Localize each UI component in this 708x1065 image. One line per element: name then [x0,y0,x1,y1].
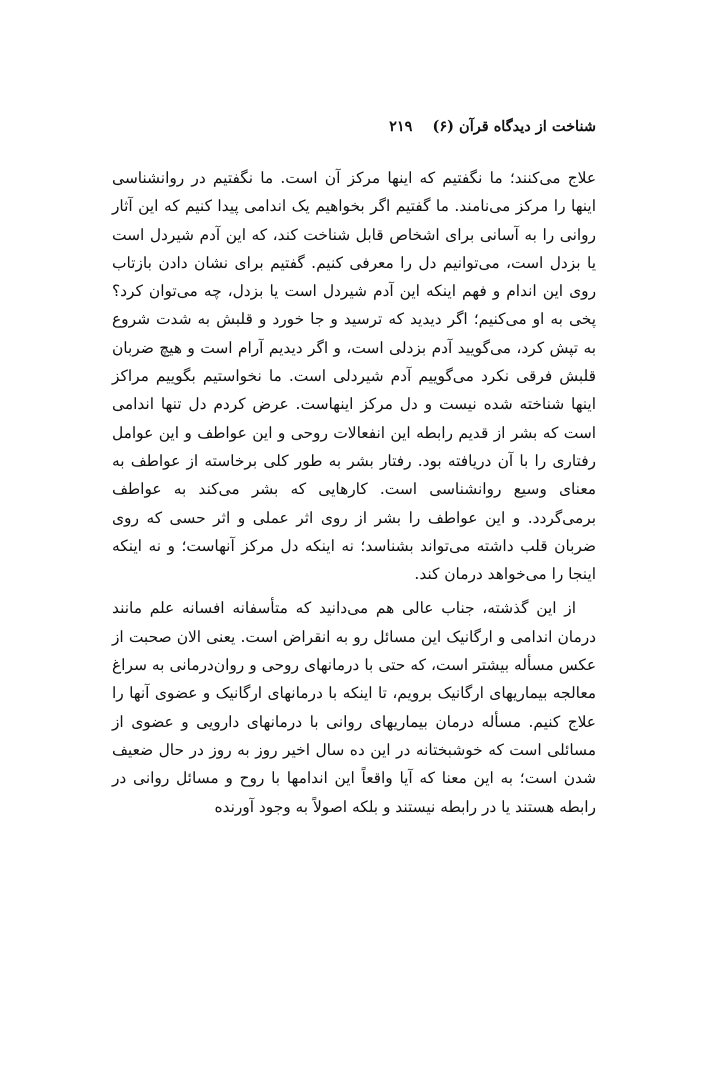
paragraph-1: علاج می‌کنند؛ ما نگفتیم که اینها مرکز آن است. ما نگفتیم در روانشناسی اینها را مرکز می‌نامند. ما گفتیم اگر بخواهیم یک اندامی پیدا کنیم که این آثار روانی را به آسانی برای اشخاص قابل شناخت کند، که این آدم شیردل است یا بزدل است، می‌توانیم دل را معرفی کنیم. گفتیم برای نشان دادن بازتاب روی این اندام و فهم اینکه این آدم شیردل است یا بزدل، چه می‌توان کرد؟ پخی به او می‌کنیم؛ اگر دیدید که ترسید و جا خورد و قلبش به شدت شروع به تپش کرد، می‌گویید آدم بزدلی است، و اگر دیدیم آرام است و هیچ ضربان قلبش فرقی نکرد می‌گوییم آدم شیردلی است. ما نخواستیم بگوییم مراکز اینها شناخته شده نیست و دل مرکز اینهاست. عرض کردم دل تنها اندامی است که بشر از قدیم رابطه این انفعالات روحی و این عواطف و این عوامل رفتاری را با آن دریافته بود. رفتار بشر به طور کلی برخاسته از عواطف به معنای وسیع روانشناسی است. کارهایی که بشر می‌کند به عواطف برمی‌گردد. و این عواطف را بشر از روی اثر عملی و اثر حسی که روی ضربان قلب داشته می‌تواند بشناسد؛ نه اینکه دل مرکز آنهاست؛ و نه اینکه اینجا را می‌خواهد درمان کند. [112,169,596,584]
running-title: شناخت از دیدگاه قرآن (۶) [432,118,596,135]
book-page [112,118,596,918]
running-header [112,118,596,142]
page-number: ۲۱۹ [389,118,413,135]
paragraph-2: از این گذشته، جناب عالی هم می‌دانید که متأسفانه افسانه علم مانند درمان اندامی و ارگانیک این مسائل رو به انقراض است. یعنی الان صحبت از عکس مسأله بیشتر است، که حتی با درمانهای روحی و روان‌درمانی به سراغ معالجه بیماریهای ارگانیک برویم، تا اینکه با درمانهای ارگانیک و عضوی آنها را علاج کنیم. مسأله درمان بیماریهای روانی با درمانهای دارویی و عضوی از مسائلی است که خوشبختانه در این ده سال اخیر روز به روز در حال ضعیف شدن است؛ به این معنا که آیا واقعاً این اندامها با روح و مسائل روانی در رابطه هستند یا در رابطه نیستند و بلکه اصولاً به وجود آورنده [112,599,596,816]
body-text [112,164,596,821]
